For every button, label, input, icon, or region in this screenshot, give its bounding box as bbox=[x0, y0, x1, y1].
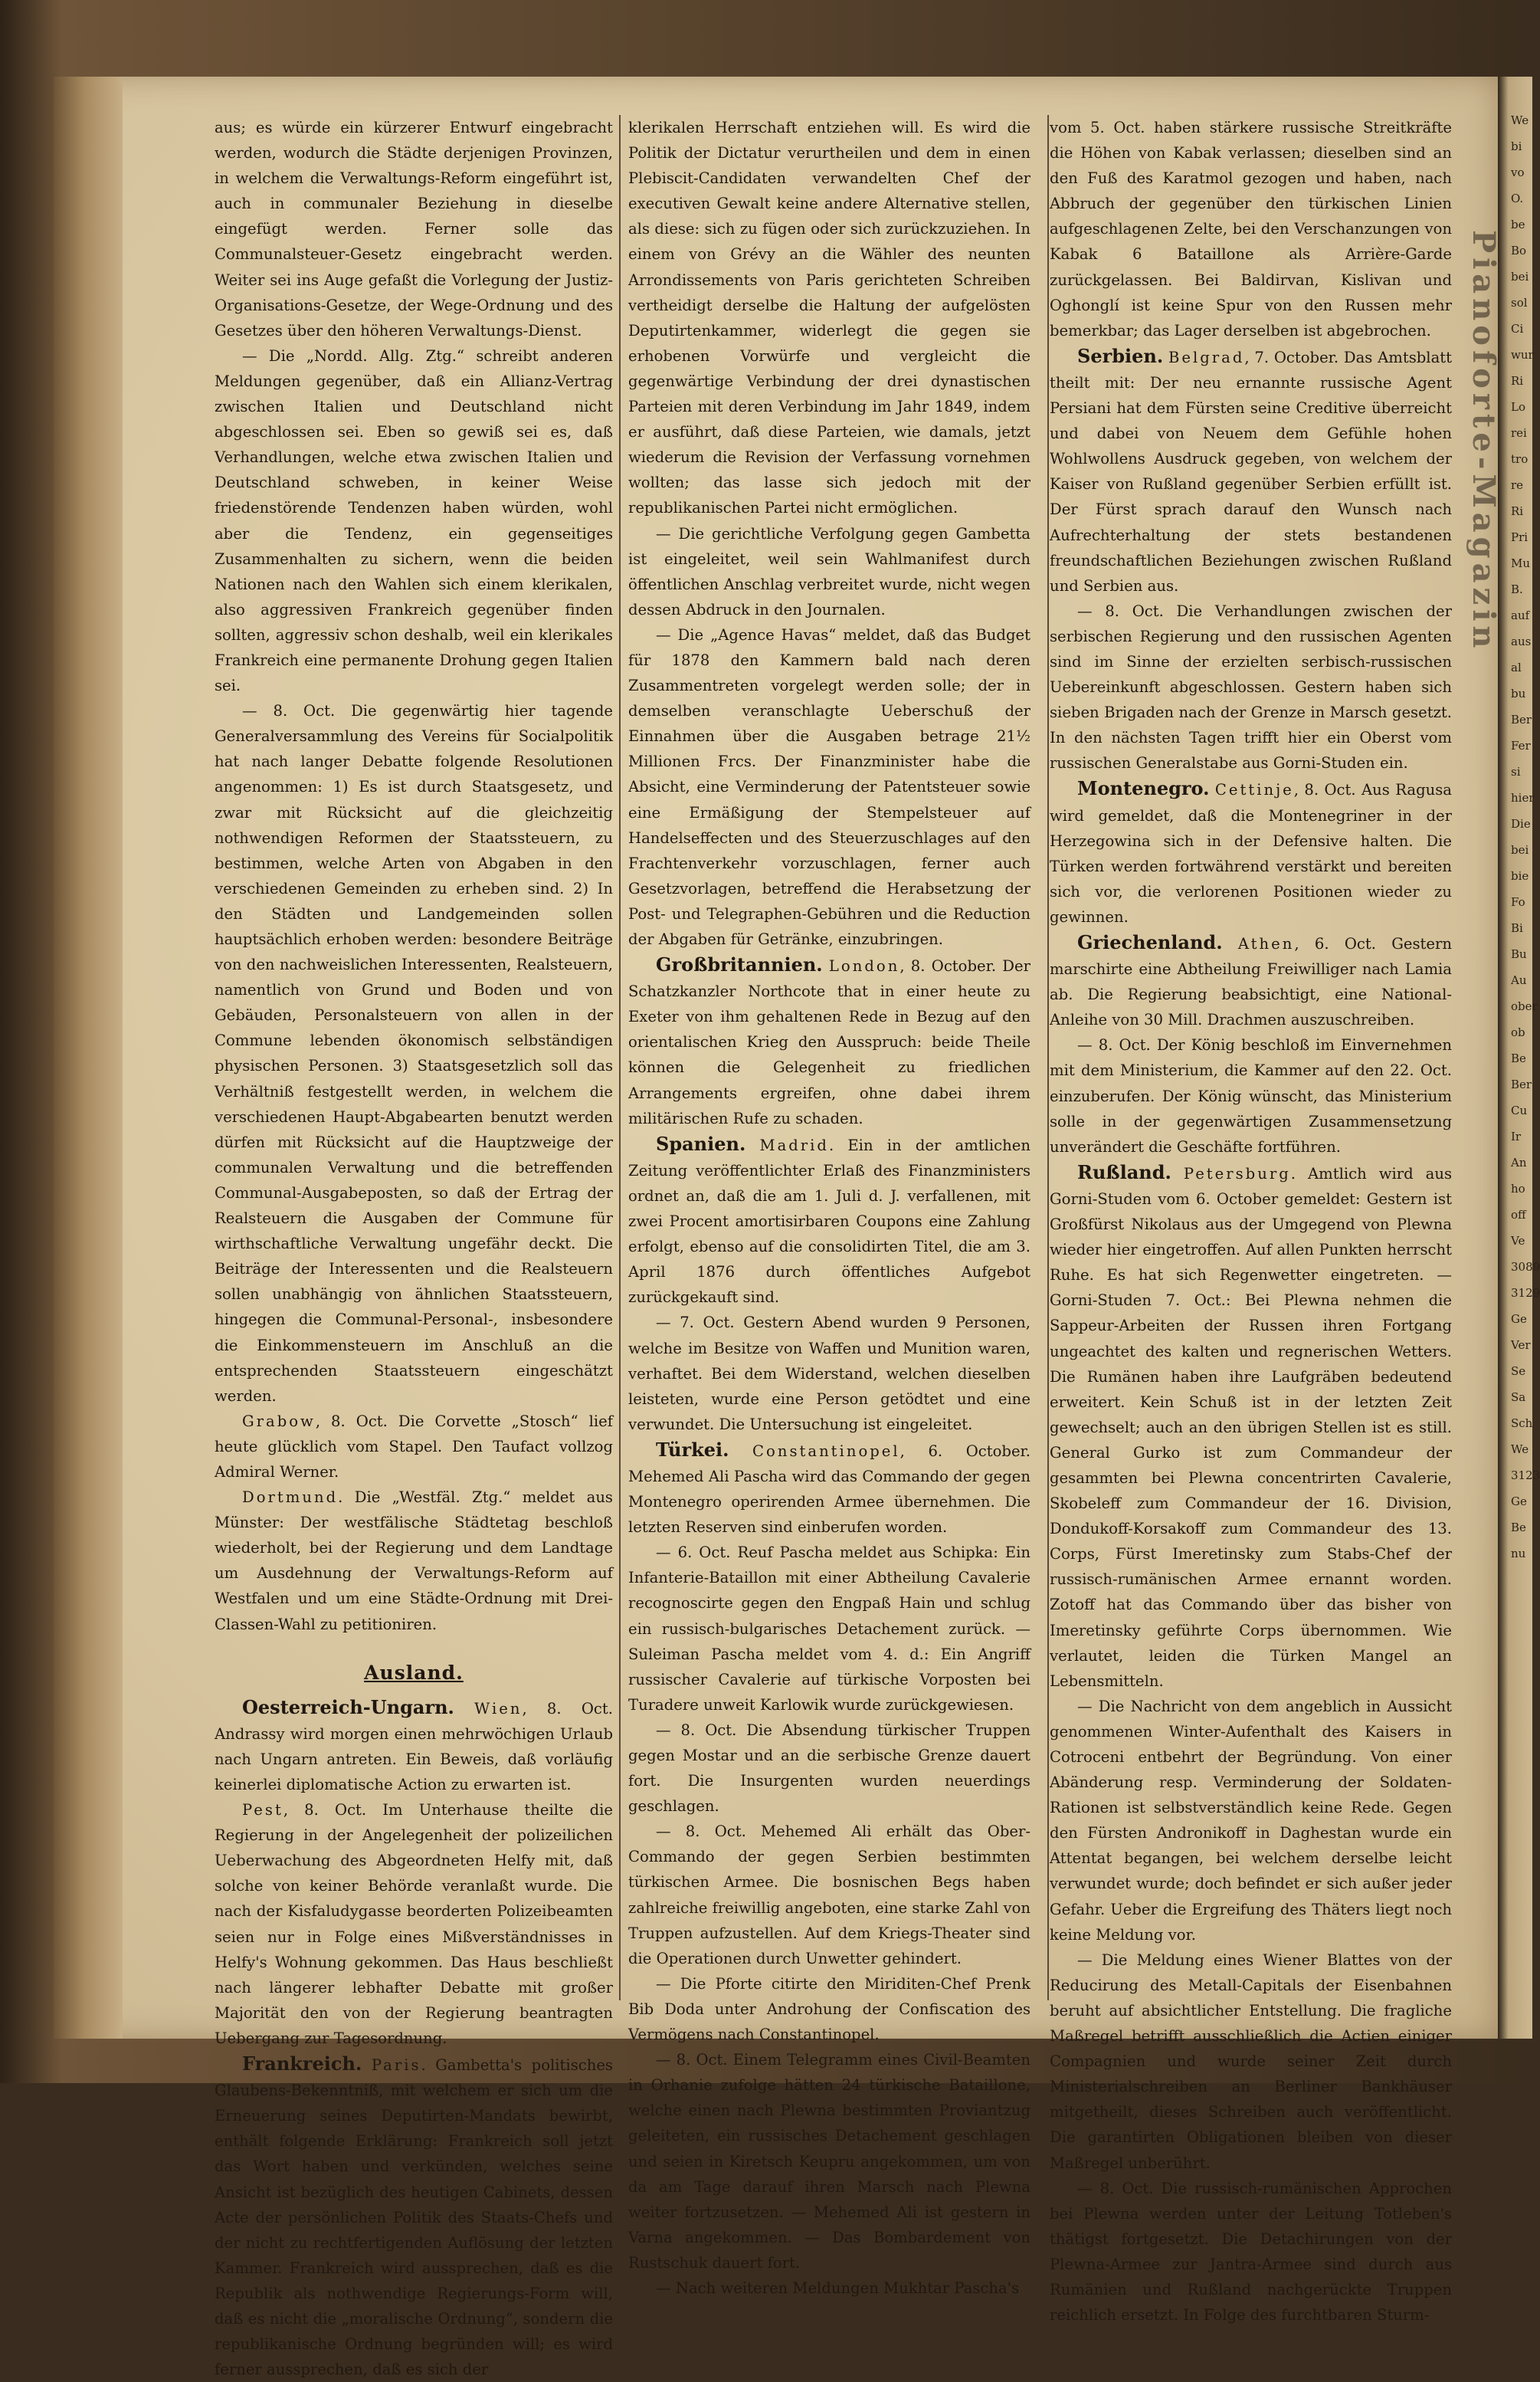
margin-fragment: aus bbox=[1511, 635, 1532, 648]
place-cettinje: Cettinje bbox=[1214, 781, 1294, 799]
place-petersburg: Petersburg bbox=[1183, 1164, 1291, 1183]
col2-paragraph-tuerkei-2: — 6. Oct. Reuf Pascha meldet aus Schipka: Ein Infanterie-Bataillon mit einer Abtheilung Cavalerie recognoscirte gegen den Engpaß Hain und schlug ein russisch-bulgarisches Detachement zurück. — Suleiman Pascha meldet vom 4. d.: Ein Angriff russischer Cavalerie auf türkische Vorposten bei Turadere unweit Karlowik wurde zurückgewiesen. bbox=[628, 1544, 1030, 1714]
column-2 bbox=[628, 115, 1030, 2297]
col2-paragraph-tuerkei bbox=[628, 1437, 1030, 1540]
paris-text: . Gambetta's politisches Glaubens-Bekenntniß, mit welchem er sich um die Erneuerung seines Deputirten-Mandats bewirbt, enthält folgende Erklärung: Frankreich soll jetzt das Wort haben und verkünden, welches seine Ansicht ist bezüglich des heutigen Cabinets, dessen Acte der persönlichen Politik des Staats-Chefs und der nicht zu rechtfertigenden Auflösung der letzten Kammer. Frankreich wird aussprechen, daß es die Republik als nothwendige Regierungs-Form will, daß es nicht die „moralische Ordnung“, sondern die republikanische Ordnung begründen will; es wird ferner aussprechen, daß es sich der bbox=[215, 2056, 613, 2379]
margin-fragment: bi bbox=[1511, 139, 1522, 153]
margin-fragment: Ber bbox=[1511, 713, 1532, 727]
col1-paragraph-2: — Die „Nordd. Allg. Ztg.“ schreibt anderen Meldungen gegenüber, daß ein Allianz-Vertrag zwischen Italien und Deutschland nicht abgeschlossen sei. Eben so gewiß sei es, daß Verhandlungen, welche etwa zwischen Italien und Deutschland schweben, in keiner Weise friedenstörende Tendenzen haben würden, wohl aber die Tendenz, ein gegenseitiges Zusammenhalten zu sichern, wenn die beiden Nationen nach den Wahlen sich einem klerikalen, also aggressiven Frankreich gegenüber finden sollten, aggressiv schon deshalb, weil ein klerikales Frankreich eine permanente Drohung gegen Italien sei. bbox=[215, 346, 613, 695]
margin-fragment: Ge bbox=[1511, 1312, 1527, 1326]
margin-fragment: wur bbox=[1511, 348, 1534, 362]
margin-fragment: bie bbox=[1511, 869, 1529, 883]
col3-paragraph-serbien-2: — 8. Oct. Die Verhandlungen zwischen der serbischen Regierung und den russischen Agenten sind im Sinne der erzielten serbisch-russischen Uebereinkunft abgeschlossen. Gestern haben sich sieben Brigaden nach der Grenze in Marsch gesetzt. In den nächsten Tagen trifft hier ein Oberst vom russischen Generalstabe aus Gorni-Studen ein. bbox=[1050, 602, 1452, 773]
margin-fragment: off bbox=[1511, 1208, 1526, 1222]
margin-fragment: Sch bbox=[1511, 1416, 1533, 1430]
london-text: , 8. October. Der Schatzkanzler Northcote that in einer heute zu Exeter von ihm gehaltenen Rede in Bezug auf den orientalischen Krieg den Ausspruch: beide Theile können die Gelegenheit zu friedlichen Arrangements ergreifen, ohne dabei ihrem militärischen Rufe zu schaden. bbox=[628, 957, 1030, 1127]
margin-fragment: Ge bbox=[1511, 1494, 1527, 1508]
place-pest: Pest bbox=[242, 1801, 283, 1819]
margin-fragment: Au bbox=[1511, 973, 1527, 987]
col2-paragraph-spanien bbox=[628, 1131, 1030, 1311]
col1-paragraph-pest bbox=[215, 1797, 613, 2051]
place-wien: Wien bbox=[474, 1699, 523, 1718]
margin-fragment: ho bbox=[1511, 1182, 1525, 1196]
margin-fragment: ob bbox=[1511, 1025, 1525, 1039]
col2-paragraph-grossbritannien bbox=[628, 952, 1030, 1131]
col1-paragraph-oesterreich bbox=[215, 1695, 613, 1797]
margin-fragment: Ri bbox=[1511, 504, 1524, 518]
margin-fragment: 3123 bbox=[1511, 1468, 1540, 1482]
column-1 bbox=[215, 115, 613, 2379]
margin-fragment: Ir bbox=[1511, 1130, 1522, 1143]
margin-fragment: Mu bbox=[1511, 556, 1531, 570]
wien-text: , 8. Oct. Andrassy wird morgen einen mehrwöchigen Urlaub nach Ungarn antreten. Ein Beweis, daß vorläufig keinerlei diplomatische Action zu erwarten ist. bbox=[215, 1699, 613, 1793]
country-tuerkei: Türkei. bbox=[656, 1438, 729, 1461]
col3-paragraph-serbien bbox=[1050, 343, 1452, 599]
margin-fragment: be bbox=[1511, 218, 1525, 231]
margin-fragment: B. bbox=[1511, 582, 1523, 596]
place-grabow: Grabow bbox=[242, 1412, 316, 1430]
margin-fragment: bei bbox=[1511, 270, 1529, 284]
country-serbien: Serbien. bbox=[1077, 344, 1164, 367]
col2-paragraph-tuerkei-4: — 8. Oct. Mehemed Ali erhält das Ober-Commando der gegen Serbien bestimmten türkischen Armee. Die bosnischen Begs haben zahlreiche freiwillig angeboten, eine starke Zahl von Truppen aufzustellen. Auf dem Kriegs-Theater sind die Operationen durch Unwetter gehindert. bbox=[628, 1823, 1030, 1967]
grabow-text: , 8. Oct. Die Corvette „Stosch“ lief heute glücklich vom Stapel. Den Taufact vollzog Admiral Werner. bbox=[215, 1412, 613, 1481]
margin-fragment: Ber bbox=[1511, 1078, 1532, 1091]
margin-fragment: Die bbox=[1511, 817, 1531, 831]
margin-fragment: Bi bbox=[1511, 921, 1523, 935]
margin-fragment: 3129 bbox=[1511, 1286, 1540, 1300]
col3-paragraph-russland-4: — 8. Oct. Die russisch-rumänischen Approchen bei Plewna werden unter der Leitung Totleben's thätigst fortgesetzt. Die Detachirungen von der Plewna-Armee zur Jantra-Armee sind durch aus Rumänien und Rußland nachgerückte Truppen reichlich ersetzt. In Folge des furchtbaren Sturm- bbox=[1050, 2179, 1452, 2325]
col2-paragraph-tuerkei-3: — 8. Oct. Die Absendung türkischer Truppen gegen Mostar und an die serbische Grenze dauert fort. Die Insurgenten wurden neuerdings geschlagen. bbox=[628, 1721, 1030, 1816]
margin-fragment: Be bbox=[1511, 1052, 1526, 1065]
col3-paragraph-russland-2: — Die Nachricht von dem angeblich in Aussicht genommenen Winter-Aufenthalt des Kaisers in Cotroceni entbehrt der Begründung. Von einer Abänderung resp. Verminderung der Soldaten-Rationen ist selbstverständlich keine Rede. Gegen den Fürsten Andronikoff in Daghestan wurde ein Attentat begangen, bei welchem derselbe leicht verwundet wurde; doch befindet er sich außer jeder Gefahr. Ueber die Ergreifung des Thäters liegt noch keine Meldung vor. bbox=[1050, 1697, 1452, 1944]
margin-fragment: Ri bbox=[1511, 374, 1524, 388]
constantinopel-text: , 6. October. Mehemed Ali Pascha wird das Commando der gegen Montenegro operirenden Armee übernehmen. Die letzten Reserven sind einberufen worden. bbox=[628, 1442, 1030, 1537]
margin-fragment: auf bbox=[1511, 609, 1530, 622]
country-grossbritannien: Großbritannien. bbox=[656, 953, 823, 976]
column-3 bbox=[1050, 115, 1452, 2325]
dortmund-text: . Die „Westfäl. Ztg.“ meldet aus Münster: Der westfälische Städtetag beschloß wiederholt, bei der Regierung und dem Landtage um Ausdehnung der Verwaltungs-Reform auf Westfalen und um eine Städte-Ordnung mit Drei-Classen-Wahl zu petitioniren. bbox=[215, 1488, 613, 1633]
country-oesterreich: Oesterreich-Ungarn. bbox=[242, 1695, 454, 1718]
col1-paragraph-grabow bbox=[215, 1409, 613, 1485]
margin-fragment: Ci bbox=[1511, 322, 1524, 336]
col1-paragraph-1: aus; es würde ein kürzerer Entwurf eingebracht werden, wodurch die Städte derjenigen Provinzen, in welchem die Verwaltungs-Reform eingeführt ist, auch in communaler Beziehung in dieselbe eingefügt werden. Ferner solle das Communalsteuer-Gesetz eingebracht werden. Weiter sei ins Auge gefaßt die Vorlegung der Justiz-Organisations-Gesetze, der Wege-Ordnung und des Gesetzes über den höheren Verwaltungs-Dienst. bbox=[215, 119, 613, 340]
margin-fragment: Ver bbox=[1511, 1338, 1531, 1352]
country-russland: Rußland. bbox=[1077, 1160, 1171, 1183]
margin-fragment: al bbox=[1511, 661, 1522, 674]
athen-text: , 6. Oct. Gestern marschirte eine Abtheilung Freiwilliger nach Lamia ab. Die Regierung beabsichtigt, eine National-Anleihe von 30 Mill. Drachmen auszuschreiben. bbox=[1050, 935, 1452, 1029]
col3-paragraph-montenegro bbox=[1050, 776, 1452, 930]
margin-fragment: hier bbox=[1511, 791, 1535, 805]
pest-text: , 8. Oct. Im Unterhause theilte die Regierung in der Angelegenheit der polizeilichen Ueberwachung des Abgeordneten Helfy mit, daß solche von keiner Behörde veranlaßt wurde. Die nach der Kisfaludygasse beorderten Polizeibeamten seien nur in Folge eines Mißverständnisses in Helfy's Wohnung gekommen. Das Haus beschließt nach längerer lebhafter Debatte mit großer Majorität den von der Regierung beantragten Uebergang zur Tagesordnung. bbox=[215, 1801, 613, 2047]
margin-fragment: Se bbox=[1511, 1364, 1526, 1378]
col2-paragraph-spanien-2: — 7. Oct. Gestern Abend wurden 9 Personen, welche im Besitze von Waffen und Munition waren, verhaftet. Bei dem Widerstand, welchen dieselben leisteten, wurde eine Person getödtet und eine verwundet. Die Untersuchung ist eingeleitet. bbox=[628, 1314, 1030, 1433]
margin-fragment: Fo bbox=[1511, 895, 1525, 909]
place-paris: Paris bbox=[371, 2056, 421, 2075]
col2-paragraph-3: — Die „Agence Havas“ meldet, daß das Budget für 1878 den Kammern bald nach deren Zusammentreten vorgelegt werden solle; der in demselben veranschlagte Ueberschuß der Einnahmen über die Ausgaben betrage 21½ Millionen Frcs. Der Finanzminister habe die Absicht, eine Verminderung der Patentsteuer sowie eine Ermäßigung der Stempelsteuer auf Handelseffecten und des Steuerzuschlages auf den Frachtenverkehr vorzuschlagen, ferner auch Gesetzvorlagen, betreffend die Herabsetzung der Post- und Telegraphen-Gebühren und die Reduction der Abgaben für Getränke, einzubringen. bbox=[628, 625, 1030, 948]
margin-fragment: We bbox=[1511, 1442, 1529, 1456]
margin-fragment: Sa bbox=[1511, 1390, 1526, 1404]
margin-fragment: si bbox=[1511, 765, 1521, 779]
margin-fragment: Ve bbox=[1511, 1234, 1525, 1248]
country-spanien: Spanien. bbox=[656, 1132, 746, 1155]
country-griechenland: Griechenland. bbox=[1077, 931, 1223, 953]
margin-fragment: re bbox=[1511, 478, 1524, 492]
margin-vertical-text: Pianoforte-Magazin bbox=[1466, 230, 1502, 653]
place-london: London bbox=[828, 957, 900, 976]
margin-fragment: vo bbox=[1511, 166, 1525, 179]
margin-fragment: Bu bbox=[1511, 947, 1527, 961]
margin-fragment: An bbox=[1511, 1156, 1527, 1170]
margin-fragment: nu bbox=[1511, 1547, 1526, 1560]
section-heading-ausland: Ausland. bbox=[364, 1661, 464, 1684]
next-page-fragments bbox=[1511, 107, 1540, 1993]
place-athen: Athen bbox=[1237, 935, 1295, 953]
margin-fragment: We bbox=[1511, 113, 1529, 127]
place-constantinopel: Constantinopel bbox=[752, 1442, 900, 1460]
col3-paragraph-griechenland bbox=[1050, 930, 1452, 1032]
place-dortmund: Dortmund bbox=[242, 1488, 339, 1507]
margin-fragment: Be bbox=[1511, 1521, 1526, 1534]
col2-paragraph-tuerkei-7: — Nach weiteren Meldungen Mukhtar Pascha's bbox=[656, 2279, 1020, 2297]
country-montenegro: Montenegro. bbox=[1077, 777, 1210, 800]
col3-paragraph-russland bbox=[1050, 1160, 1452, 1694]
col2-paragraph-tuerkei-5: — Die Pforte citirte den Miriditen-Chef Prenk Bib Doda unter Androhung der Confiscation des Vermögens nach Constantinopel. bbox=[628, 1974, 1030, 2044]
margin-fragment: ober bbox=[1511, 999, 1538, 1013]
margin-fragment: Fer bbox=[1511, 739, 1531, 753]
col3-paragraph-griechenland-2: — 8. Oct. Der König beschloß im Einvernehmen mit dem Ministerium, die Kammer auf den 22. Oct. einzuberufen. Der König wünscht, das Ministerium solle in der gegenwärtigen Zusammensetzung unverändert die Geschäfte fortführen. bbox=[1050, 1036, 1452, 1156]
place-belgrad: Belgrad bbox=[1168, 348, 1245, 366]
margin-fragment: rei bbox=[1511, 426, 1527, 440]
margin-fragment: Lo bbox=[1511, 400, 1525, 414]
margin-fragment: tro bbox=[1511, 452, 1529, 466]
margin-fragment: Bo bbox=[1511, 244, 1527, 258]
margin-fragment: bei bbox=[1511, 843, 1529, 857]
binding-edge bbox=[54, 77, 123, 2039]
margin-fragment: sol bbox=[1511, 296, 1528, 310]
country-frankreich: Frankreich. bbox=[242, 2052, 362, 2075]
col2-paragraph-tuerkei-6: — 8. Oct. Einem Telegramm eines Civil-Beamten in Orhanie zufolge hätten 24 türkische Bataillone, welche einen nach Plewna bestimmten Proviantzug geleiteten, ein russisches Detachement geschlagen und seien in Kiretsch Keupru angekommen, um von da am Tage darauf ihren Marsch nach Plewna weiter fortzusetzen. — Mehemed Ali ist gestern in Varna angekommen. — Das Bombardement von Rustschuk dauert fort. bbox=[628, 2051, 1030, 2272]
belgrad-text: , 7. October. Das Amtsblatt theilt mit: Der neu ernannte russische Agent Persiani hat dem Fürsten seine Creditive überreicht und dabei von Neuem dem Gefühle hohen Wohlwollens Ausdruck gegeben, von welchem der Kaiser von Rußland gegenüber Serbien erfüllt ist. Der Fürst sprach darauf den Wunsch nach Aufrechterhaltung der stets bestandenen freundschaftlichen Beziehungen zwischen Rußland und Serbien aus. bbox=[1050, 348, 1452, 595]
col1-paragraph-dortmund bbox=[215, 1485, 613, 1637]
margin-fragment: Cu bbox=[1511, 1104, 1528, 1117]
margin-fragment: O. bbox=[1511, 192, 1524, 205]
margin-fragment: Pri bbox=[1511, 530, 1529, 544]
col1-paragraph-frankreich bbox=[215, 2051, 613, 2382]
col1-paragraph-3: — 8. Oct. Die gegenwärtig hier tagende Generalversammlung des Vereins für Socialpolitik hat nach langer Debatte folgende Resolutionen angenommen: 1) Es ist durch Staatsgesetz, und zwar mit Rücksicht auf die gleichzeitig nothwendigen Reformen der Staatssteuern, zu bestimmen, welche Arten von Abgaben in den verschiedenen Gemeinden zu erheben sind. 2) In den Städten und Landgemeinden sollen hauptsächlich erhoben werden: besondere Beiträge von den nachweislichen Interessenten, Realsteuern, namentlich von Grund und Boden und von Gebäuden, Personalsteuern von allen in der Commune lebenden ökonomisch selbständigen physischen Personen. 3) Staatsgesetzlich soll das Verhältniß festgestellt werden, in welchem die verschiedenen Haupt-Abgabearten benutzt werden dürfen mit Rücksicht auf die Hauptzweige der communalen Verwaltung und die betreffenden Communal-Ausgabeposten, so daß der Ertrag der Realsteuern die Ausgaben der Commune für wirthschaftliche Verwaltung ungefähr deckt. Die Beiträge der Interessenten und die Realsteuern sollen unabhängig von ähnlichen Staatssteuern, hingegen die Communal-Personal-, insbesondere die Einkommensteuern im Anschluß an die entsprechenden Staatssteuern eingeschätzt werden. bbox=[215, 702, 613, 1405]
article-columns bbox=[153, 115, 1475, 2379]
madrid-text: . Ein in der amtlichen Zeitung veröffentlichter Erlaß des Finanzministers ordnet an, daß die am 1. Juli d. J. verfallenen, mit zwei Procent amortisirbaren Coupons eine Zahlung erfolgt, ebenso auf die consolidirten Titel, die am 3. April 1876 durch öffentliches Aufgebot zurückgekauft sind. bbox=[628, 1136, 1030, 1307]
col2-paragraph-1: klerikalen Herrschaft entziehen will. Es wird die Politik der Dictatur verurtheilen und dem in einen Plebiscit-Candidaten verwandelten Chef der executiven Gewalt keine andere Alternative stellen, als diese: sich zu fügen oder sich zurückzuziehen. In einem von Grévy an die Wähler des neunten Arrondissements von Paris gerichteten Schreiben vertheidigt derselbe die Haltung der aufgelösten Deputirtenkammer, widerlegt die gegen sie erhobenen Vorwürfe und vergleicht die gegenwärtige Verbindung der drei dynastischen Parteien mit deren Verbindung im Jahr 1849, indem er ausführt, daß diese Parteien, wie damals, jetzt wiederum die Revision der Verfassung vornehmen wollten; das lasse sich jedoch mit der republikanischen Partei nicht ermöglichen. bbox=[628, 119, 1030, 517]
col3-paragraph-1: vom 5. Oct. haben stärkere russische Streitkräfte die Höhen von Kabak verlassen; dieselben sind an den Fuß des Karatmol gezogen und haben, nach Abbruch der gegenüber den türkischen Linien aufgeschlagenen Zelte, bei den Verschanzungen von Kabak 6 Bataillone als Arrière-Garde zurückgelassen. Bei Baldirvan, Kislivan und Oghonglí ist keine Spur von den Russen mehr bemerkbar; das Lager derselben ist abgebrochen. bbox=[1050, 119, 1452, 340]
col2-paragraph-2: — Die gerichtliche Verfolgung gegen Gambetta ist eingeleitet, weil sein Wahlmanifest durch öffentlichen Anschlag verbreitet wurde, nicht wegen dessen Abdruck in den Journalen. bbox=[628, 524, 1030, 618]
place-madrid: Madrid bbox=[759, 1136, 829, 1154]
margin-fragment: bu bbox=[1511, 687, 1526, 700]
col3-paragraph-russland-3: — Die Meldung eines Wiener Blattes von der Reducirung des Metall-Capitals der Eisenbahnen beruht auf absichtlicher Entstellung. Die fragliche Maßregel betrifft ausschließlich die Actien einiger Compagnien und wurde seiner Zeit durch Ministerialschreiben an Berliner Bankhäuser mitgetheilt, dieses Schreiben auch veröffentlicht. Die garantirten Obligationen bleiben von dieser Maßregel unberührt. bbox=[1050, 1951, 1452, 2172]
margin-fragment: 3089 bbox=[1511, 1260, 1540, 1274]
petersburg-text: . Amtlich wird aus Gorni-Studen vom 6. October gemeldet: Gestern ist Großfürst Nikolaus aus der Umgegend von Plewna wieder hier eingetroffen. Auf allen Punkten herrscht Ruhe. Es hat sich Regenwetter eingetreten. — Gorni-Studen 7. Oct.: Bei Plewna nehmen die Sappeur-Arbeiten der Russen ihren Fortgang ungeachtet des kalten und regnerischen Wetters. Die Rumänen haben ihre Laufgräben bedeutend erweitert. Kein Schuß ist in der letzten Zeit gewechselt; auch an den übrigen Stellen ist es still. General Gurko ist zum Commandeur der gesammten bei Plewna concentrirten Cavalerie, Skobeleff zum Commandeur der 16. Division, Dondukoff-Korsakoff zum Commandeur des 13. Corps, Fürst Imeretinsky zum Stabs-Chef der russisch-rumänischen Armee ernannt worden. Zotoff hat das Commando über das bisher von Imeretinsky geführte Corps übernommen. Wie verlautet, leiden die Türken Mangel an Lebensmitteln. bbox=[1050, 1164, 1452, 1690]
cettinje-text: , 8. Oct. Aus Ragusa wird gemeldet, daß die Montenegriner in der Herzegowina sich in der Defensive halten. Die Türken werden fortwährend verstärkt und bereiten sich vor, die verlorenen Positionen wieder zu gewinnen. bbox=[1050, 781, 1452, 926]
